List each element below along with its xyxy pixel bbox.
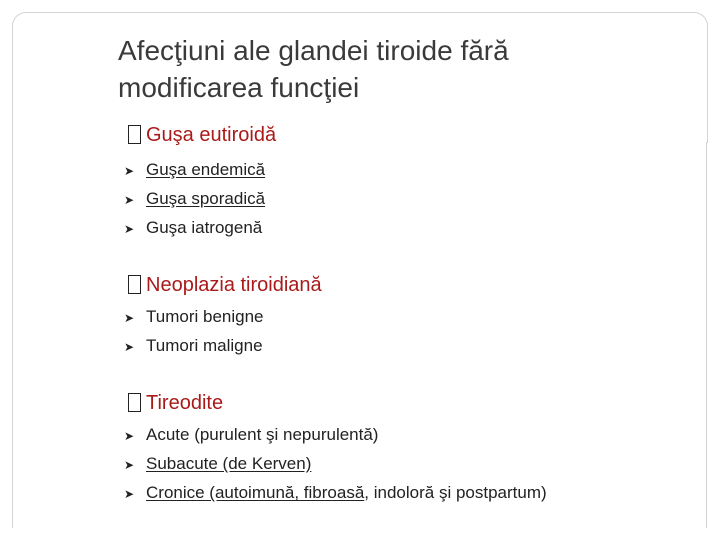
list-item-label: Guşa sporadică: [146, 189, 266, 208]
arrow-bullet-icon: ➤: [124, 487, 135, 501]
list-item: [124, 336, 263, 356]
arrow-bullet-icon: ➤: [124, 429, 135, 443]
checkbox-icon: [128, 125, 141, 144]
checkbox-icon: [128, 275, 141, 294]
list-item-label: Acute (purulent şi nepurulentă): [146, 425, 379, 444]
section-heading-label: Neoplazia tiroidiană: [146, 274, 322, 296]
list-item-label-underlined: Cronice (autoimună, fibroasă: [146, 483, 365, 502]
list-item: [124, 454, 311, 474]
section-heading-gusa: [128, 124, 276, 147]
list-item: [124, 189, 265, 209]
section-heading-tireodite: [128, 392, 223, 415]
section-heading-label: Guşa eutiroidă: [146, 124, 277, 146]
arrow-bullet-icon: ➤: [124, 458, 135, 472]
arrow-bullet-icon: ➤: [124, 311, 135, 325]
slide-frame-left: [12, 142, 13, 528]
section-heading-neoplazia: [128, 274, 322, 297]
list-item: [124, 483, 547, 503]
slide-frame-right: [706, 142, 707, 528]
list-item-label: Subacute (de Kerven): [146, 454, 312, 473]
list-item-label-rest: , indoloră şi postpartum): [364, 483, 547, 502]
list-item: [124, 425, 378, 445]
title-line-1: Afecţiuni ale glandei tiroide fără: [118, 35, 509, 66]
list-item-label: Guşa iatrogenă: [146, 218, 263, 237]
list-item-label: Tumori benigne: [146, 307, 264, 326]
list-item: [124, 307, 264, 327]
arrow-bullet-icon: ➤: [124, 164, 135, 178]
arrow-bullet-icon: ➤: [124, 193, 135, 207]
list-item-label: Tumori maligne: [146, 336, 263, 355]
list-item: [124, 218, 262, 238]
arrow-bullet-icon: ➤: [124, 340, 135, 354]
list-item-label: Guşa endemică: [146, 160, 266, 179]
section-heading-label: Tireodite: [146, 392, 224, 414]
slide-title: [118, 32, 678, 106]
checkbox-icon: [128, 393, 141, 412]
arrow-bullet-icon: ➤: [124, 222, 135, 236]
title-line-2: modificarea funcţiei: [118, 72, 360, 103]
list-item: [124, 160, 265, 180]
